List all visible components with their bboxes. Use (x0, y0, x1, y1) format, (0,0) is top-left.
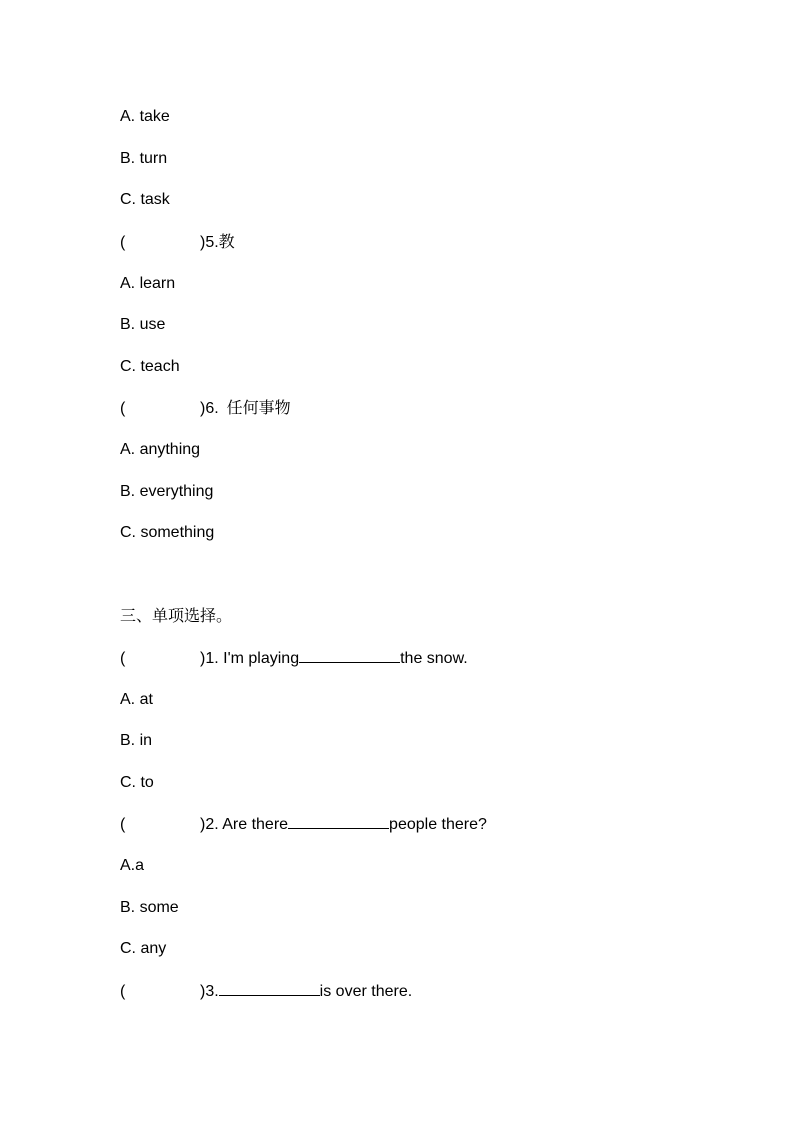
s3-q3-number: )3. (200, 983, 219, 1000)
q6-option-a: A. anything (120, 441, 201, 458)
s3-q2-stem-after: people there? (389, 816, 487, 833)
s3-q2-option-a: A.a (120, 857, 145, 874)
q6-option-c: C. something (120, 524, 215, 541)
s3-q2-option-b: B. some (120, 899, 179, 916)
q5-number: )5. (200, 234, 219, 251)
q5-stem-line (120, 231, 235, 253)
q4-option-b: B. turn (120, 150, 168, 167)
q5-option-a: A. learn (120, 275, 176, 292)
q4-option-c: C. task (120, 191, 170, 208)
section-3-title: 三、单项选择。 (120, 606, 233, 625)
s3-q2-blank[interactable] (288, 813, 389, 829)
q5-stem: 教 (218, 232, 235, 251)
s3-q1-blank[interactable] (299, 647, 400, 663)
s3-q3-blank[interactable] (219, 980, 320, 996)
q4-option-a: A. take (120, 108, 170, 125)
s3-q2-option-c: C. any (120, 940, 167, 957)
s3-q1-option-a: A. at (120, 691, 153, 708)
q6-answer-paren: ( (120, 400, 126, 417)
q6-number: )6. (200, 400, 219, 417)
q5-option-b: B. use (120, 316, 166, 333)
s3-q1-stem-before: )1. I'm playing (200, 650, 300, 667)
s3-q3-stem-after: is over there. (319, 983, 413, 1000)
q5-option-c: C. teach (120, 358, 180, 375)
s3-q1-option-b: B. in (120, 732, 153, 749)
q6-stem-line (120, 397, 291, 419)
s3-q1-option-c: C. to (120, 774, 154, 791)
s3-q2-answer-paren: ( (120, 816, 126, 833)
q6-stem: 任何事物 (226, 398, 291, 417)
q6-option-b: B. everything (120, 483, 214, 500)
s3-q2-stem-line (120, 813, 487, 835)
s3-q1-stem-after: the snow. (400, 650, 468, 667)
s3-q2-stem-before: )2. Are there (200, 816, 289, 833)
s3-q3-answer-paren: ( (120, 983, 126, 1000)
s3-q1-answer-paren: ( (120, 650, 126, 667)
s3-q1-stem-line (120, 647, 468, 669)
s3-q3-stem-line (120, 980, 412, 1002)
q5-answer-paren: ( (120, 234, 126, 251)
